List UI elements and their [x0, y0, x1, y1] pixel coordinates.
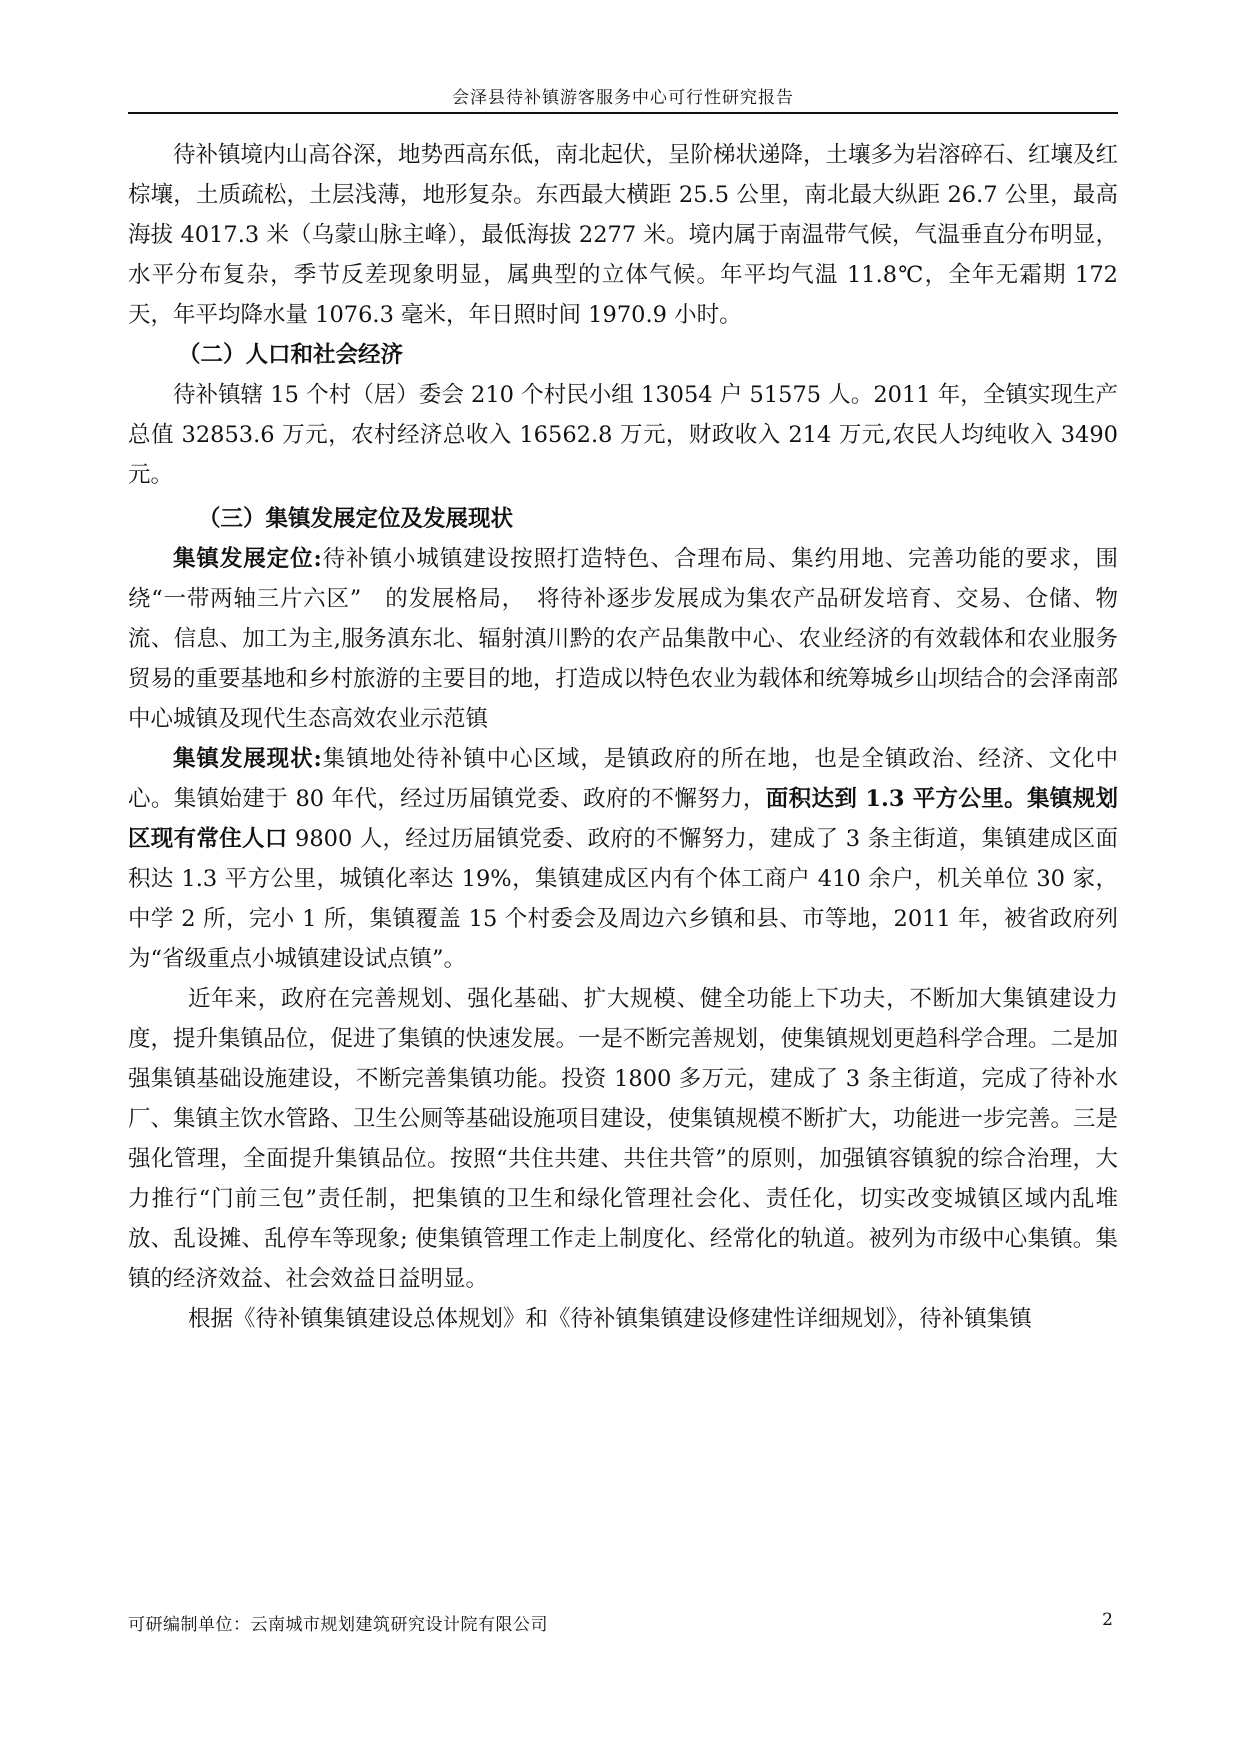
status-text-a: 集镇地处待补镇中心区域，是镇政府的所在地，也是全镇政治、经济、文化中心。集镇始建于 80 年代，经过历届镇党委、政府的不懈努力，: [128, 746, 1118, 812]
section-heading-town-development: （三）集镇发展定位及发展现状: [198, 506, 514, 532]
page-header-title: 会泽县待补镇游客服务中心可行性研究报告: [452, 88, 794, 108]
positioning-text: 待补镇小城镇建设按照打造特色、合理布局、集约用地、完善功能的要求，围绕“一带两轴三片六区” 的发展格局， 将待补逐步发展成为集农产品研发培育、交易、仓储、物流、信息、加工为主,服务滇东北、辐射滇川黔的农产品集散中心、农业经济的有效载体和农业服务贸易的重要基地和乡村旅游的主要目的地，打造成以特色农业为载体和统筹城乡山坝结合的会泽南部中心城镇及现代生态高效农业示范镇: [128, 546, 1119, 732]
header-divider: [128, 112, 1118, 114]
positioning-label: 集镇发展定位:: [173, 546, 322, 572]
document-body: [128, 135, 1118, 1339]
paragraph-terrain-climate: 待补镇境内山高谷深，地势西高东低，南北起伏，呈阶梯状递降，土壤多为岩溶碎石、红壤及红棕壤，土质疏松，土层浅薄，地形复杂。东西最大横距 25.5 公里，南北最大纵距 26.7 公里，最高海拔 4017.3 米（乌蒙山脉主峰），最低海拔 2277 米。境内属于南温带气候，气温垂直分布明显，水平分布复杂，季节反差现象明显，属典型的立体气候。年平均气温 11.8℃，全年无霜期 172 天，年平均降水量 1076.3 毫米，年日照时间 1970.9 小时。: [128, 142, 1119, 328]
page-number: 2: [1102, 1610, 1113, 1630]
paragraph-development-status: [128, 739, 1118, 979]
footer-compiling-unit: 可研编制单位：云南城市规划建筑研究设计院有限公司: [128, 1615, 548, 1635]
paragraph-development-positioning: [128, 539, 1118, 739]
status-text-b: 9800 人，经过历届镇党委、政府的不懈努力，建成了 3 条主街道，集镇建成区面积达 1.3 平方公里，城镇化率达 19%，集镇建成区内有个体工商户 410 余户，机关单位 30 家，中学 2 所，完小 1 所，集镇覆盖 15 个村委会及周边六乡镇和县、市等地，2011 年，被省政府列为“省级重点小城镇建设试点镇”。: [128, 826, 1118, 972]
status-text-bold: 面积达到 1.3 平方公里。集镇规划区现有常住人口: [128, 786, 1119, 852]
paragraph-population-economy: 待补镇辖 15 个村（居）委会 210 个村民小组 13054 户 51575 人。2011 年，全镇实现生产总值 32853.6 万元，农村经济总收入 16562.8 万元，财政收入 214 万元,农民人均纯收入 3490 元。: [128, 382, 1118, 488]
paragraph-recent-years: 近年来，政府在完善规划、强化基础、扩大规模、健全功能上下功夫，不断加大集镇建设力度，提升集镇品位，促进了集镇的快速发展。一是不断完善规划，使集镇规划更趋科学合理。二是加强集镇基础设施建设，不断完善集镇功能。投资 1800 多万元，建成了 3 条主街道，完成了待补水厂、集镇主饮水管路、卫生公厕等基础设施项目建设，使集镇规模不断扩大，功能进一步完善。三是强化管理，全面提升集镇品位。按照“共住共建、共住共管”的原则，加强镇容镇貌的综合治理，大力推行“门前三包”责任制，把集镇的卫生和绿化管理社会化、责任化，切实改变城镇区域内乱堆放、乱设摊、乱停车等现象; 使集镇管理工作走上制度化、经常化的轨道。被列为市级中心集镇。集镇的经济效益、社会效益日益明显。: [128, 986, 1119, 1292]
paragraph-planning: 根据《待补镇集镇建设总体规划》和《待补镇集镇建设修建性详细规划》，待补镇集镇: [188, 1306, 1032, 1332]
section-heading-population-economy: （二）人口和社会经济: [178, 342, 404, 368]
status-label: 集镇发展现状:: [173, 746, 322, 772]
